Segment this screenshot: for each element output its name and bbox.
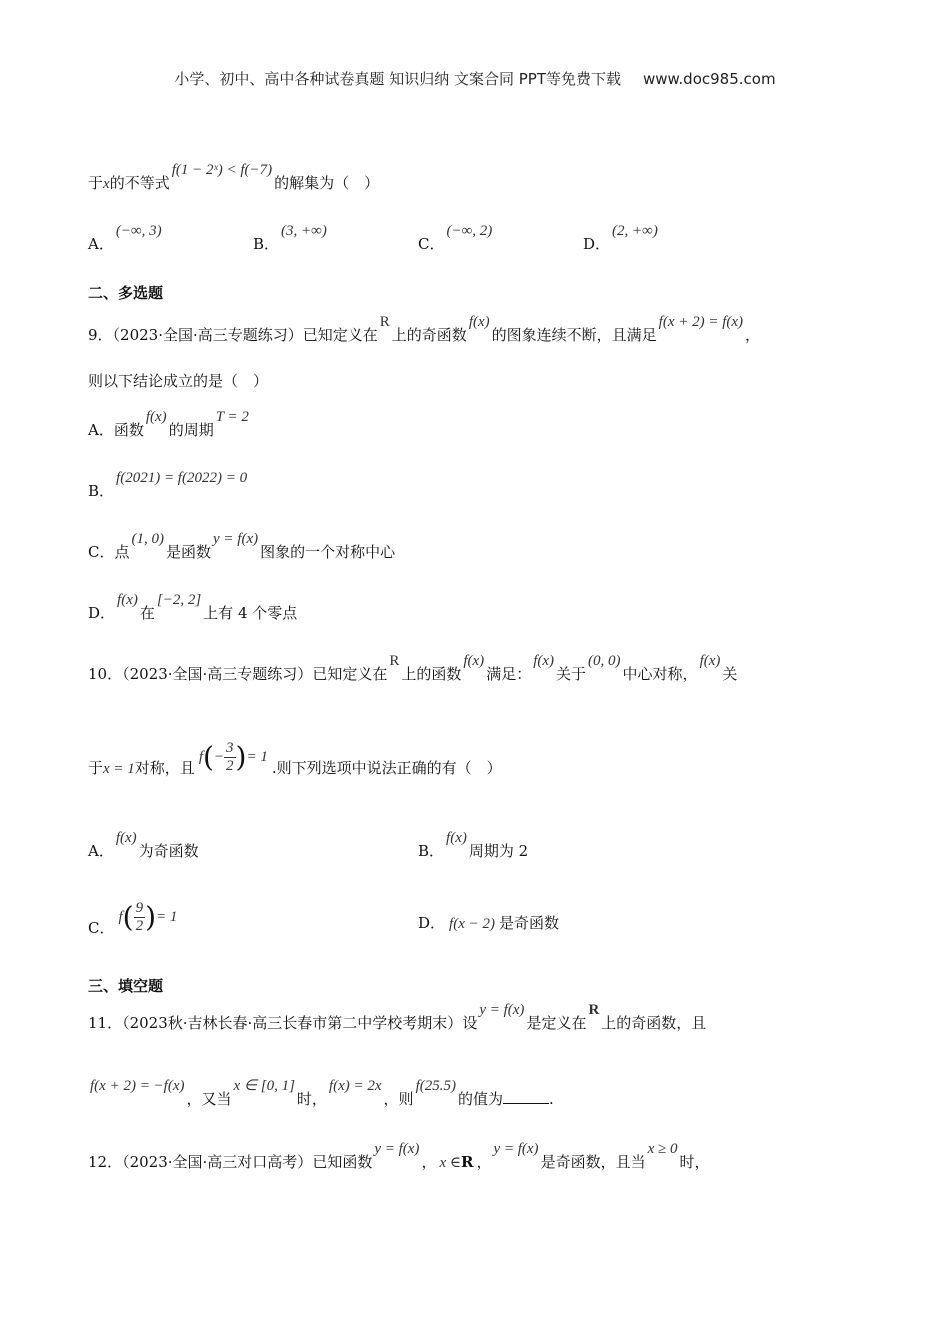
header-url[interactable]: www.doc985.com	[642, 70, 776, 88]
page-header	[0, 68, 950, 89]
q10-fraction-expr: f(− $\frac{3}{2}$ )= 1	[198, 740, 268, 774]
q10-option-c: C．f( $\frac{9}{2}$ )= 1	[88, 900, 178, 937]
q11-stem: 11．（2023秋·吉林长春·高三长春市第二中学校考期末）设y = f(x)是定义在R上的奇函数，且	[88, 1002, 707, 1032]
header-text: 小学、初中、高中各种试卷真题 知识归纳 文案合同 PPT等免费下载	[174, 70, 621, 88]
section-fill-blank-title: 三、填空题	[88, 977, 164, 995]
q10-option-d: D． f(x − 2) 是奇函数	[418, 914, 559, 932]
q9-option-a: A．函数f(x)的周期T = 2	[88, 409, 249, 439]
q8-option-b: B．(3, +∞)	[253, 223, 327, 253]
q9-stem-line2: 则以下结论成立的是（ ）	[88, 372, 269, 390]
q10-stem: 10．（2023·全国·高三专题练习）已知定义在R上的函数f(x)满足：f(x)关于(0, 0)中心对称，f(x)关	[88, 653, 738, 683]
q11-stem-line2: f(x + 2) = −f(x)，又当x ∈ [0, 1]时，f(x) = 2x，则f(25.5)的值为 .	[90, 1078, 554, 1108]
q10-option-b: B．f(x)周期为 2	[418, 830, 529, 860]
q8-option-a: A．(−∞, 3)	[88, 223, 162, 253]
q9-stem: 9．（2023·全国·高三专题练习）已知定义在R上的奇函数f(x)的图象连续不断，且满足f(x + 2) = f(x)，	[88, 314, 761, 344]
q8-var: x	[103, 176, 110, 192]
q9-option-d: D．f(x)在[−2, 2]上有 4 个零点	[88, 592, 298, 622]
q8-option-c: C．(−∞, 2)	[418, 223, 493, 253]
section-multi-choice-title: 二、多选题	[88, 284, 164, 302]
q10-stem-line2: 于x = 1对称，且f(− $\frac{3}{2}$ )= 1.则下列选项中说法正确的有（ ）	[88, 740, 502, 777]
q8-option-d: D．(2, +∞)	[583, 223, 658, 253]
q9-option-b: B．f(2021) = f(2022) = 0	[88, 470, 248, 500]
q11-answer-blank[interactable]	[503, 1091, 549, 1104]
q9-option-c: C．点(1, 0)是函数y = f(x)图象的一个对称中心	[88, 531, 396, 561]
q12-stem: 12．（2023·全国·高三对口高考）已知函数y = f(x)， x ∈R ，y = f(x)是奇函数，且当x ≥ 0时，	[88, 1141, 710, 1171]
q10-option-a: A．f(x)为奇函数	[88, 830, 199, 860]
q8-stem: 于x的不等式f(1 − 2ˣ) < f(−7)的解集为（ ）	[88, 162, 380, 192]
q8-inequality: f(1 − 2ˣ) < f(−7)	[171, 162, 273, 178]
